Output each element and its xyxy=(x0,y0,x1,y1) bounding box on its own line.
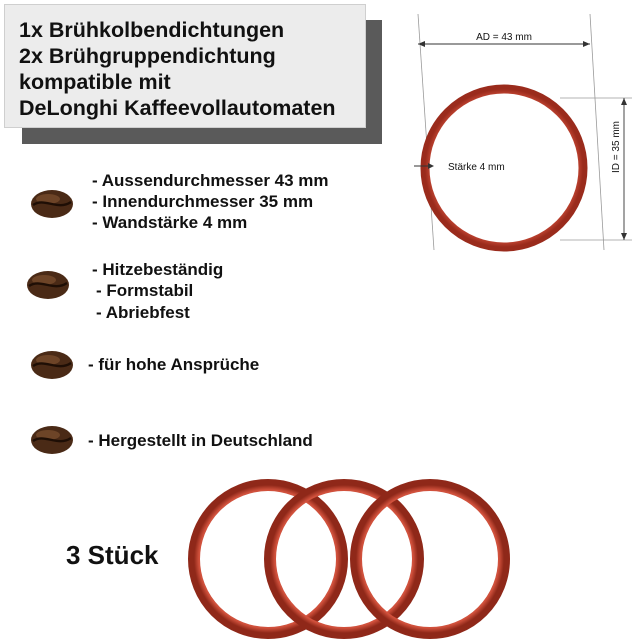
thickness-arrow-icon xyxy=(428,163,434,169)
thickness-label: Stärke 4 mm xyxy=(448,162,505,173)
title-line-1: 1x Brühkolbendichtungen xyxy=(19,18,285,42)
product-ring-3 xyxy=(356,485,504,633)
title-line-3: kompatible mit xyxy=(19,70,171,94)
coffee-bean-icon xyxy=(26,269,70,301)
coffee-bean-icon xyxy=(30,349,74,381)
title-line-2: 2x Brühgruppendichtung xyxy=(19,44,276,68)
title-line-4: DeLonghi Kaffeevollautomaten xyxy=(19,96,336,120)
feature-4-line-1: - Hergestellt in Deutschland xyxy=(88,431,313,450)
ring-dimension-diagram xyxy=(400,0,640,260)
coffee-bean-icon xyxy=(30,424,74,456)
product-rings xyxy=(180,478,510,642)
ad-label: AD = 43 mm xyxy=(476,32,532,43)
coffee-bean-icon xyxy=(30,188,74,220)
feature-3-line-1: - für hohe Ansprüche xyxy=(88,355,260,374)
ad-extension-right xyxy=(590,14,604,250)
feature-1-line-3: - Wandstärke 4 mm xyxy=(92,213,248,232)
feature-1-line-2: - Innendurchmesser 35 mm xyxy=(92,192,314,211)
id-arrow-bottom-icon xyxy=(621,233,627,240)
id-arrow-top-icon xyxy=(621,98,627,105)
feature-2-line-3: - Abriebfest xyxy=(96,303,190,322)
id-label: ID = 35 mm xyxy=(611,121,622,173)
title-box xyxy=(4,4,366,128)
ad-arrow-right-icon xyxy=(583,41,590,47)
feature-2-line-2: - Formstabil xyxy=(96,281,194,300)
feature-2-line-1: - Hitzebeständig xyxy=(92,260,224,279)
feature-1-line-1: - Aussendurchmesser 43 mm xyxy=(92,171,329,190)
quantity-label: 3 Stück xyxy=(66,540,159,570)
ad-arrow-left-icon xyxy=(418,41,425,47)
